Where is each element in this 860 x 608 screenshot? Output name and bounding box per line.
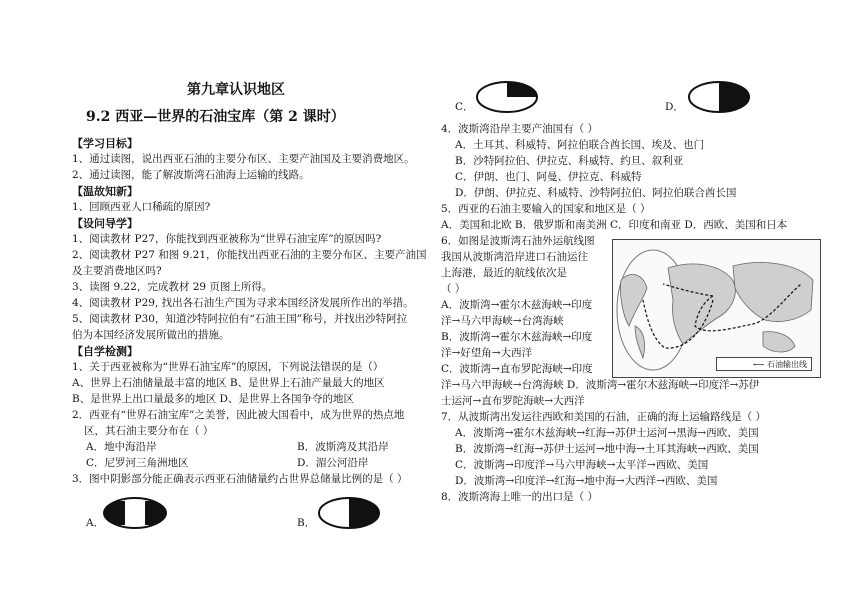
question-3-option-a: A． (86, 517, 105, 529)
guide-1: 1、阅读教材 P27，你能找到西亚被称为“世界石油宝库”的原因吗? (72, 233, 382, 245)
question-2-option-a: A．地中海沿岸 (86, 441, 157, 453)
pie-option-b (317, 496, 381, 530)
question-6: 6．如图是波斯湾石油外运航线图 (441, 235, 595, 247)
question-2-cont: 区，其石油主要分布在（ ） (84, 425, 214, 437)
question-3: 3．图中阴影部分能正确表示西亚石油储量约占世界总储量比例的是（ ） (72, 473, 408, 485)
question-7: 7．从波斯湾出发运往西欧和美国的石油，正确的海上运输路线是（ ） (441, 411, 767, 423)
question-7-option-d: D．波斯湾→印度洋→红海→地中海→大西洋→西欧、美国 (455, 475, 718, 487)
question-6-option-a: A．波斯湾→霍尔木兹海峡→印度 (441, 299, 593, 311)
test-heading: 【自学检测】 (72, 345, 138, 358)
question-6-line2: 我国从波斯湾沿岸进口石油运往 (441, 251, 588, 263)
goals-heading: 【学习目标】 (72, 137, 138, 150)
guide-2b: 及主要消费地区吗? (72, 265, 162, 277)
question-6-line4: （ ） (441, 283, 466, 295)
question-1: 1、关于西亚被称为“世界石油宝库”的原因，下列说法错误的是（） (72, 361, 384, 373)
review-1: 1、回顾西亚人口稀疏的原因? (72, 201, 211, 213)
oil-route-map (612, 239, 821, 378)
guide-heading: 【设问导学】 (72, 217, 138, 230)
pie-option-c (475, 80, 539, 114)
pie-option-d (687, 80, 751, 114)
guide-5: 5、阅读教材 P30，知道沙特阿拉伯有“石油王国”称号，并找出沙特阿拉 (72, 313, 408, 325)
lesson-title: 9.2 西亚—世界的石油宝库（第 2 课时） (86, 109, 345, 125)
question-7-option-c: C．波斯湾→印度洋→马六甲海峡→太平洋→西欧、美国 (455, 459, 709, 471)
question-1-options-ab: A、世界上石油储量最丰富的地区 B、是世界上石油产量最大的地区 (72, 377, 385, 389)
guide-5b: 伯为本国经济发展所做出的措施。 (72, 329, 230, 341)
guide-4: 4、阅读教材 P29, 找出各石油生产国为寻求本国经济发展所作出的举措。 (72, 297, 414, 309)
review-heading: 【温故知新】 (72, 185, 138, 198)
legend-arrow-icon: ⟵ (752, 360, 765, 369)
question-1-options-cd: B、是世界上出口量最多的地区 D、是世界上各国争夺的地区 (72, 393, 354, 405)
goal-1: 1、通过读图，说出西亚石油的主要分布区、主要产油国及主要消费地区。 (72, 153, 415, 165)
question-3-option-d: D． (665, 101, 684, 113)
question-6-line3: 上海港，最近的航线依次是 (441, 267, 567, 279)
question-7-option-b: B．波斯湾→红海→苏伊士运河→地中海→土耳其海峡→西欧、美国 (455, 443, 759, 455)
question-3-option-c: C． (455, 101, 474, 113)
question-6-option-c-cont: 洋→马六甲海峡→台湾海峡 D．波斯湾→霍尔木兹海峡→印度洋→苏伊 (441, 379, 760, 391)
chapter-title: 第九章认识地区 (187, 82, 285, 98)
question-2-option-b: B．波斯湾及其沿岸 (297, 441, 389, 453)
question-5-options: A．美国和北欧 B．俄罗斯和南美洲 C．印度和南亚 D．西欧、美国和日本 (441, 219, 788, 231)
map-legend (716, 357, 812, 371)
question-4-option-c: C．伊朗、也门、阿曼、伊拉克、科威特 (455, 171, 642, 183)
question-4-option-a: A．土耳其、科威特、阿拉伯联合酋长国、埃及、也门 (455, 139, 705, 151)
pie-option-a (103, 496, 167, 530)
guide-3: 3、读图 9.22，完成教材 29 页图上所得。 (72, 281, 273, 293)
question-8: 8．波斯湾海上唯一的出口是（ ） (441, 491, 599, 503)
question-2-option-c: C．尼罗河三角洲地区 (86, 457, 189, 469)
question-4: 4．波斯湾沿岸主要产油国有（ ） (441, 123, 599, 135)
question-6-option-a-cont: 洋→马六甲海峡→台湾海峡 (441, 315, 564, 327)
question-3-option-b: B． (297, 517, 316, 529)
question-2: 2．西亚有“世界石油宝库”之美誉，因此被大国看中，成为世界的热点地 (72, 409, 405, 421)
question-5: 5．西亚的石油主要输入的国家和地区是（ ） (441, 203, 651, 215)
question-6-option-d-cont: 士运河→直布罗陀海峡→大西洋 (441, 395, 585, 407)
question-7-option-a: A．波斯湾→霍尔木兹海峡→红海→苏伊士运河→黑海→西欧、美国 (455, 427, 759, 439)
question-4-option-d: D．伊朗、伊拉克、科威特、沙特阿拉伯、阿拉伯联合酋长国 (455, 187, 737, 199)
question-6-option-c: C．波斯湾→直布罗陀海峡→印度 (441, 363, 593, 375)
question-6-option-b: B．波斯湾→霍尔木兹海峡→印度 (441, 331, 593, 343)
question-2-option-d: D．湄公河沿岸 (297, 457, 369, 469)
guide-2: 2、阅读教材 P27 和图 9.21，你能找出西亚石油的主要分布区、主要产油国 (72, 249, 427, 261)
goal-2: 2、通过读图，能了解波斯湾石油海上运输的线路。 (72, 169, 310, 181)
legend-label: 石油输出线 (767, 360, 807, 369)
question-4-option-b: B．沙特阿拉伯、伊拉克、科威特、约旦、叙利亚 (455, 155, 684, 167)
question-6-option-b-cont: 洋→好望角→大西洋 (441, 347, 533, 359)
